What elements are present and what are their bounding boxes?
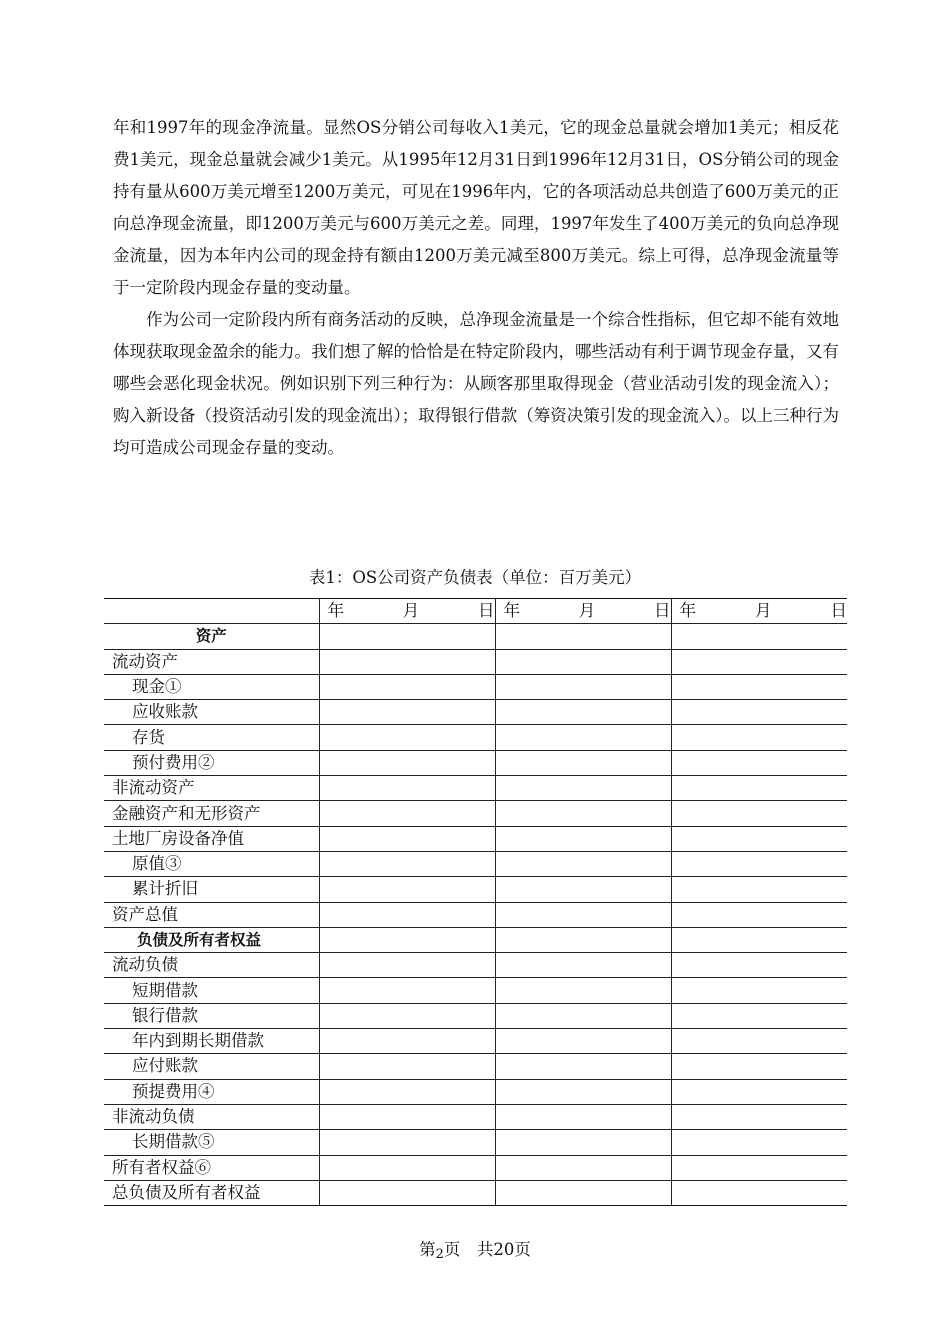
year-label: 年 [327, 601, 344, 621]
row-label: 流动负债 [104, 953, 319, 978]
table-row [104, 725, 847, 750]
table-caption: 表1：OS公司资产负债表（单位：百万美元） [308, 568, 642, 587]
month-label: 月 [755, 601, 772, 621]
row-label: 预付费用② [104, 750, 319, 775]
month-label: 月 [578, 601, 596, 621]
paragraph-2: 作为公司一定阶段内所有商务活动的反映，总净现金流量是一个综合性指标，但它却不能有效地体现获取现金盈余的能力。我们想了解的恰恰是在特定阶段内，哪些活动有利于调节现金存量，又有哪些会恶化现金状况。例如识别下列三种行为：从顾客那里取得现金（营业活动引发的现金流入）；购入新设备（投资活动引发的现金流出）；取得银行借款（筹资决策引发的现金流入）。以上三种行为均可造成公司现金存量的变动。 [113, 310, 839, 457]
table-row [104, 624, 847, 649]
table-row [104, 902, 847, 927]
date-column-3 [671, 599, 847, 624]
row-label: 应付账款 [104, 1054, 319, 1079]
row-label-assets-heading: 资产 [104, 624, 319, 649]
year-label: 年 [679, 601, 696, 621]
row-label: 应收账款 [104, 700, 319, 725]
row-label: 原值③ [104, 851, 319, 876]
row-label: 非流动资产 [104, 776, 319, 801]
row-label: 预提费用④ [104, 1079, 319, 1104]
date-column-2 [495, 599, 671, 624]
table-row [104, 851, 847, 876]
table-row [104, 1180, 847, 1205]
table-row [104, 1130, 847, 1155]
table-row [104, 1029, 847, 1054]
row-label: 所有者权益⑥ [104, 1155, 319, 1180]
table-row [104, 927, 847, 952]
row-label: 银行借款 [104, 1003, 319, 1028]
footer-prefix: 第 [419, 1240, 436, 1259]
row-label: 金融资产和无形资产 [104, 801, 319, 826]
table-row [104, 1054, 847, 1079]
row-label: 土地厂房设备净值 [104, 826, 319, 851]
date-column-1 [319, 599, 495, 624]
row-label: 短期借款 [104, 978, 319, 1003]
table-header-row [104, 599, 847, 624]
day-label: 日 [654, 601, 671, 621]
table-row [104, 826, 847, 851]
table-row [104, 1079, 847, 1104]
table-row [104, 649, 847, 674]
row-label: 累计折旧 [104, 877, 319, 902]
table-row [104, 978, 847, 1003]
footer-middle: 页 共 [443, 1240, 494, 1259]
row-label: 长期借款⑤ [104, 1130, 319, 1155]
total-pages: 20 [493, 1240, 515, 1259]
table-row [104, 801, 847, 826]
table-row [104, 953, 847, 978]
table-row [104, 1104, 847, 1129]
table-row [104, 674, 847, 699]
body-text [113, 112, 839, 464]
page-footer [0, 1238, 950, 1264]
table-row [104, 1155, 847, 1180]
table-row [104, 1003, 847, 1028]
page-number: 2 [435, 1247, 444, 1262]
table-row [104, 700, 847, 725]
month-label: 月 [402, 601, 420, 621]
day-label: 日 [478, 601, 495, 621]
row-label: 流动资产 [104, 649, 319, 674]
table-row [104, 750, 847, 775]
row-label: 年内到期长期借款 [104, 1029, 319, 1054]
row-label-liabilities-heading: 负债及所有者权益 [104, 927, 319, 952]
year-label: 年 [503, 601, 520, 621]
balance-sheet-table [104, 598, 847, 1206]
row-label: 资产总值 [104, 902, 319, 927]
row-label: 现金① [104, 674, 319, 699]
row-label: 总负债及所有者权益 [104, 1180, 319, 1205]
row-label: 存货 [104, 725, 319, 750]
day-label: 日 [830, 601, 847, 621]
footer-suffix: 页 [514, 1240, 531, 1259]
table-row [104, 877, 847, 902]
header-blank-cell [104, 599, 319, 624]
row-label: 非流动负债 [104, 1104, 319, 1129]
table-row [104, 776, 847, 801]
paragraph-1: 年和1997年的现金净流量。显然OS分销公司每收入1美元，它的现金总量就会增加1美元；相反花费1美元，现金总量就会减少1美元。从1995年12月31日到1996年12月31日，OS分销公司的现金持有量从600万美元增至1200万美元，可见在1996年内，它的各项活动总共创造了600万美元的正向总净现金流量，即1200万美元与600万美元之差。同理，1997年发生了400万美元的负向总净现金流量，因为本年内公司的现金持有额由1200万美元减至800万美元。综上可得，总净现金流量等于一定阶段内现金存量的变动量。 [113, 118, 839, 297]
